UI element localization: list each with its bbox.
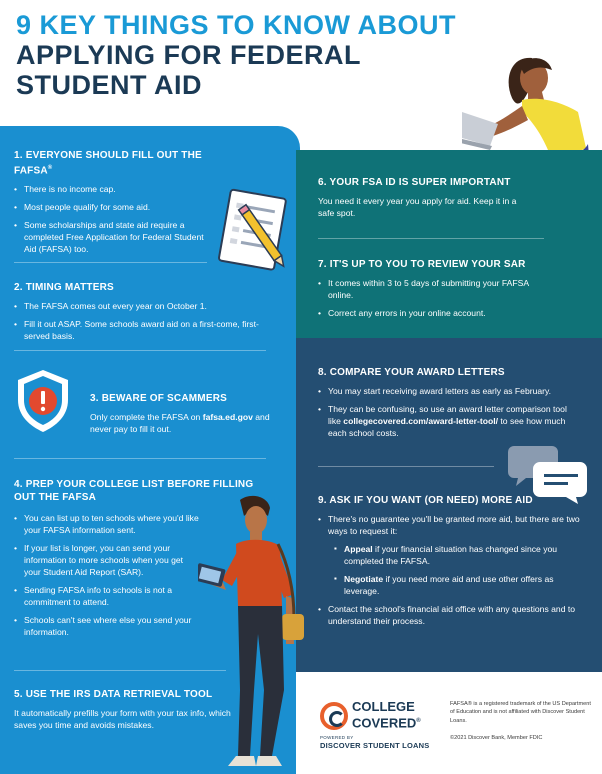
section-3-title: 3. BEWARE OF SCAMMERS xyxy=(90,393,227,404)
list-item: • It comes within 3 to 5 days of submitting your FAFSA online. xyxy=(318,277,533,301)
section-6 xyxy=(318,176,533,219)
title-line-2: APPLYING FOR FEDERAL xyxy=(16,40,362,70)
section-8-title: 8. COMPARE YOUR AWARD LETTERS xyxy=(318,367,505,378)
list-item: • Contact the school's financial aid office with any questions and to understand their process. xyxy=(318,603,580,627)
divider xyxy=(318,466,494,467)
section-9-list xyxy=(318,513,580,627)
page-title xyxy=(16,10,496,100)
section-3-text: Only complete the FAFSA on fafsa.ed.gov and never pay to fill it out. xyxy=(90,412,270,434)
list-item: • You may start receiving award letters as early as February. xyxy=(318,385,580,397)
divider xyxy=(14,262,207,263)
list-item: • If your list is longer, you can send your information to more schools when you get your Student Aid Report (SAR). xyxy=(14,542,199,578)
section-6-text: You need it every year you apply for aid. Keep it in a safe spot. xyxy=(318,196,517,218)
list-item: • The FAFSA comes out every year on October 1. xyxy=(14,300,284,312)
trademark-notice: FAFSA® is a registered trademark of the US Department of Education and is not affiliated with Discover Student Loans. xyxy=(450,701,591,724)
logo-mark-icon xyxy=(320,702,348,730)
list-item: • Fill it out ASAP. Some schools award aid on a first-come, first-served basis. xyxy=(14,318,284,342)
divider xyxy=(14,670,226,671)
clipboard-pencil-icon xyxy=(214,186,296,278)
list-item: • Some scholarships and state aid require a completed Free Application for Federal Student Aid (FAFSA) too. xyxy=(14,219,204,255)
list-item: • Sending FAFSA info to schools is not a commitment to attend. xyxy=(14,584,199,608)
sub-list-item: ▪ Appeal if your financial situation has changed since you completed the FAFSA. xyxy=(334,543,580,567)
list-item: • Most people qualify for some aid. xyxy=(14,201,204,213)
divider xyxy=(318,238,544,239)
section-1-list xyxy=(14,183,204,255)
section-8 xyxy=(318,366,580,445)
section-2-list xyxy=(14,300,284,342)
legal-text xyxy=(450,700,596,743)
list-item: • You can list up to ten schools where you'd like your FAFSA information sent. xyxy=(14,512,199,536)
section-1 xyxy=(14,149,204,261)
section-7 xyxy=(318,258,533,325)
title-line-1: 9 KEY THINGS TO KNOW ABOUT xyxy=(16,10,457,40)
section-2-title: 2. TIMING MATTERS xyxy=(14,282,114,293)
section-3 xyxy=(90,392,270,435)
section-4-list xyxy=(14,512,199,638)
section-6-title: 6. YOUR FSA ID IS SUPER IMPORTANT xyxy=(318,177,511,188)
fafsa-link[interactable]: fafsa.ed.gov xyxy=(202,412,253,422)
section-2 xyxy=(14,281,284,348)
list-item: • They can be confusing, so use an award letter comparison tool like collegecovered.com/award-letter-tool/ to see how much each school costs. xyxy=(318,403,580,439)
man-tablet-illustration xyxy=(198,494,308,774)
divider xyxy=(14,350,266,351)
title-line-3: STUDENT AID xyxy=(16,70,202,100)
section-5-title: 5. USE THE IRS DATA RETRIEVAL TOOL xyxy=(14,689,213,700)
copyright: ©2021 Discover Bank, Member FDIC xyxy=(450,735,543,742)
section-9-title: 9. ASK IF YOU WANT (OR NEED) MORE AID xyxy=(318,495,533,506)
award-letter-tool-link[interactable]: collegecovered.com/award-letter-tool/ xyxy=(343,416,499,426)
section-7-title: 7. IT'S UP TO YOU TO REVIEW YOUR SAR xyxy=(318,259,526,270)
warning-shield-icon xyxy=(14,368,72,434)
logo-name: COLLEGE COVERED® xyxy=(352,699,421,731)
section-5 xyxy=(14,688,236,731)
divider xyxy=(14,458,266,459)
section-5-text: It automatically prefills your form with your tax info, which saves you time and avoids mistakes. xyxy=(14,708,231,730)
list-item: • There's no guarantee you'll be granted more aid, but there are two ways to request it: ▪ Appeal if your financial situation has changed since you completed the FAFSA. ▪ Negotiate if you need more aid and use other offers as leverage. xyxy=(318,513,580,597)
section-1-title: 1. EVERYONE SHOULD FILL OUT THE FAFSA® xyxy=(14,150,202,177)
list-item: • Schools can't see where else you send your information. xyxy=(14,614,199,638)
logo-powered-by: POWERED BY xyxy=(320,735,354,740)
section-9 xyxy=(318,494,580,633)
college-covered-logo xyxy=(320,700,438,750)
section-4-title: 4. PREP YOUR COLLEGE LIST BEFORE FILLING OUT THE FAFSA xyxy=(14,479,254,503)
list-item: • There is no income cap. xyxy=(14,183,204,195)
sub-list-item: ▪ Negotiate if you need more aid and use other offers as leverage. xyxy=(334,573,580,597)
section-4-body xyxy=(14,512,199,644)
list-item: • Correct any errors in your online account. xyxy=(318,307,533,319)
section-9-sublist xyxy=(334,543,580,597)
logo-discover: DISCOVER STUDENT LOANS xyxy=(320,741,430,750)
section-8-list xyxy=(318,385,580,439)
section-7-list xyxy=(318,277,533,319)
